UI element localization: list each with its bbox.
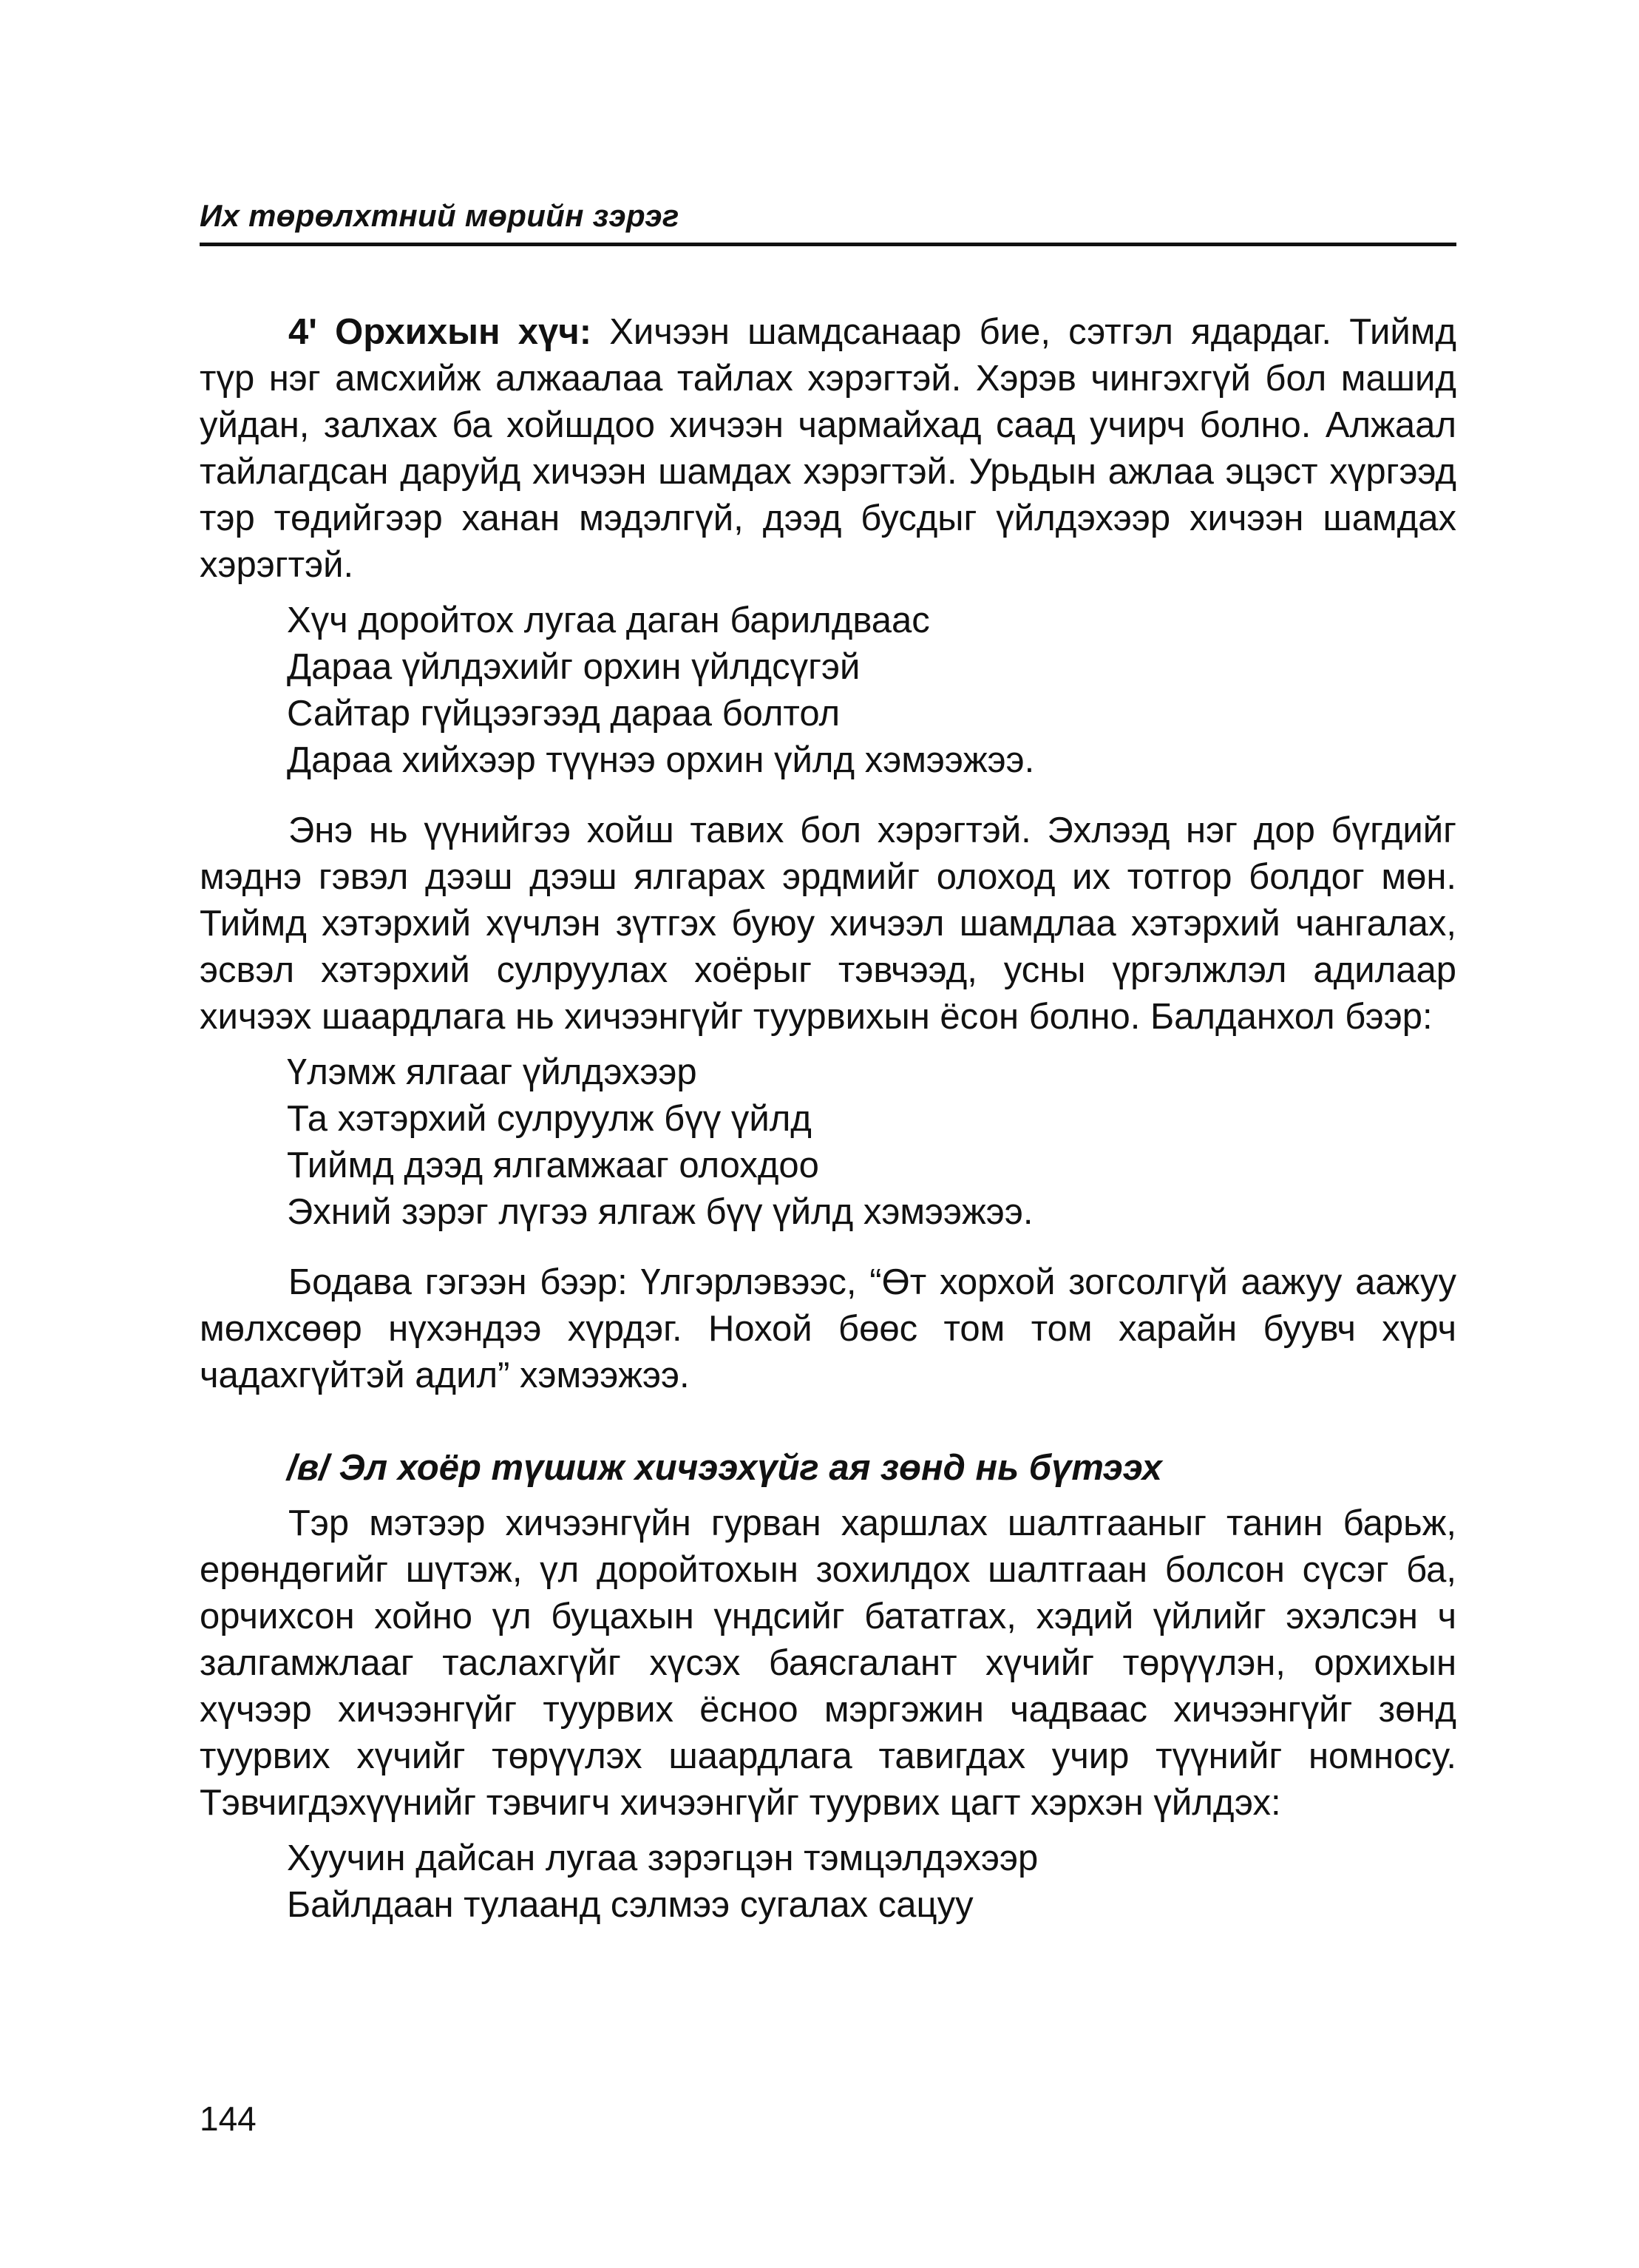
verse-line: Байлдаан тулаанд сэлмээ сугалах сацуу bbox=[287, 1885, 974, 1925]
running-header: Их төрөлхтний мөрийн зэрэг bbox=[200, 198, 679, 233]
verse-line: Хүч доройтох лугаа даган барилдваас bbox=[287, 600, 930, 640]
page-number: 144 bbox=[200, 2099, 257, 2138]
verse-line: Та хэтэрхий сулруулж бүү үйлд bbox=[287, 1099, 812, 1139]
paragraph-1-label: 4' Орхихын хүч: bbox=[288, 312, 592, 352]
paragraph-2: Энэ нь үүнийгээ хойш тавих бол хэрэгтэй. Эхлээд нэг дор бүгдийг мэднэ гэвэл дээш дээш ялгарах эрдмийг олоход их тотгор болдог мөн. Тиймд хэтэрхий хүчлэн зүтгэх буюу хичээл шамдлаа хэтэрхий чангалах, эсвэл хэтэрхий сулруулах хоёрыг тэвчээд, усны үргэлжлэл адилаар хичээх шаардлага нь хичээнгүйг туурвихын ёсон болно. Балданхол бээр: bbox=[200, 810, 1456, 1037]
verse-line: Эхний зэрэг лүгээ ялгаж бүү үйлд хэмээжээ. bbox=[287, 1192, 1034, 1232]
header-rule bbox=[200, 243, 1456, 246]
paragraph-1-text: Хичээн шамдсанаар бие, сэтгэл ядардаг. Тиймд түр нэг амсхийж алжаалаа тайлах хэрэгтэй. Хэрэв чингэхгүй бол машид уйдан, залхах ба хойшдоо хичээн чармайхад саад учирч болно. Алжаал тайлагдсан даруйд хичээн шамдах хэрэгтэй. Урьдын ажлаа эцэст хүргээд тэр төдийгээр ханан мэдэлгүй, дээд бусдыг үйлдэхээр хичээн шамдах хэрэгтэй. bbox=[200, 312, 1456, 585]
paragraph-3: Бодава гэгээн бээр: Үлгэрлэвээс, “Өт хорхой зогсолгүй аажуу аажуу мөлхсөөр нүхэндээ хүрдэг. Нохой бөөс том том харайн буувч хүрч чадахгүйтэй адил” хэмээжээ. bbox=[200, 1262, 1456, 1395]
paragraph-1 bbox=[200, 309, 1456, 589]
verse-line: Тиймд дээд ялгамжааг олохдоо bbox=[287, 1145, 819, 1185]
verse-line: Сайтар гүйцээгээд дараа болтол bbox=[287, 694, 841, 734]
verse-line: Дараа хийхээр түүнээ орхин үйлд хэмээжээ. bbox=[287, 740, 1035, 780]
verse-line: Хуучин дайсан лугаа зэрэгцэн тэмцэлдэхээр bbox=[287, 1838, 1039, 1878]
verse-2 bbox=[200, 1049, 1456, 1236]
verse-line: Үлэмж ялгааг үйлдэхээр bbox=[287, 1052, 697, 1092]
paragraph-4: Тэр мэтээр хичээнгүйн гурван харшлах шалтгааныг танин барьж, ерөндөгийг шүтэж, үл доройтохын зохилдох шалтгаан болсон сүсэг ба, орчихсон хойно үл буцахын үндсийг бататгах, хэдий үйлийг эхэлсэн ч залгамжлааг таслахгүйг хүсэх баясгалант хүчийг төрүүлэн, орхихын хүчээр хичээнгүйг туурвих ёсноо мэргэжин чадваас хичээнгүйг зөнд туурвих хүчийг төрүүлэх шаардлага тавигдах учир түүнийг номносу. Тэвчигдэхүүнийг тэвчигч хичээнгүйг туурвих цагт хэрхэн үйлдэх: bbox=[200, 1503, 1456, 1823]
verse-3 bbox=[200, 1835, 1456, 1929]
verse-line: Дараа үйлдэхийг орхин үйлдсүгэй bbox=[287, 647, 861, 687]
book-page bbox=[200, 0, 1456, 2268]
section-heading: /в/ Эл хоёр түшиж хичээхүйг ая зөнд нь бүтээх bbox=[287, 1448, 1162, 1488]
body-text bbox=[200, 309, 1456, 1929]
verse-1 bbox=[200, 598, 1456, 784]
